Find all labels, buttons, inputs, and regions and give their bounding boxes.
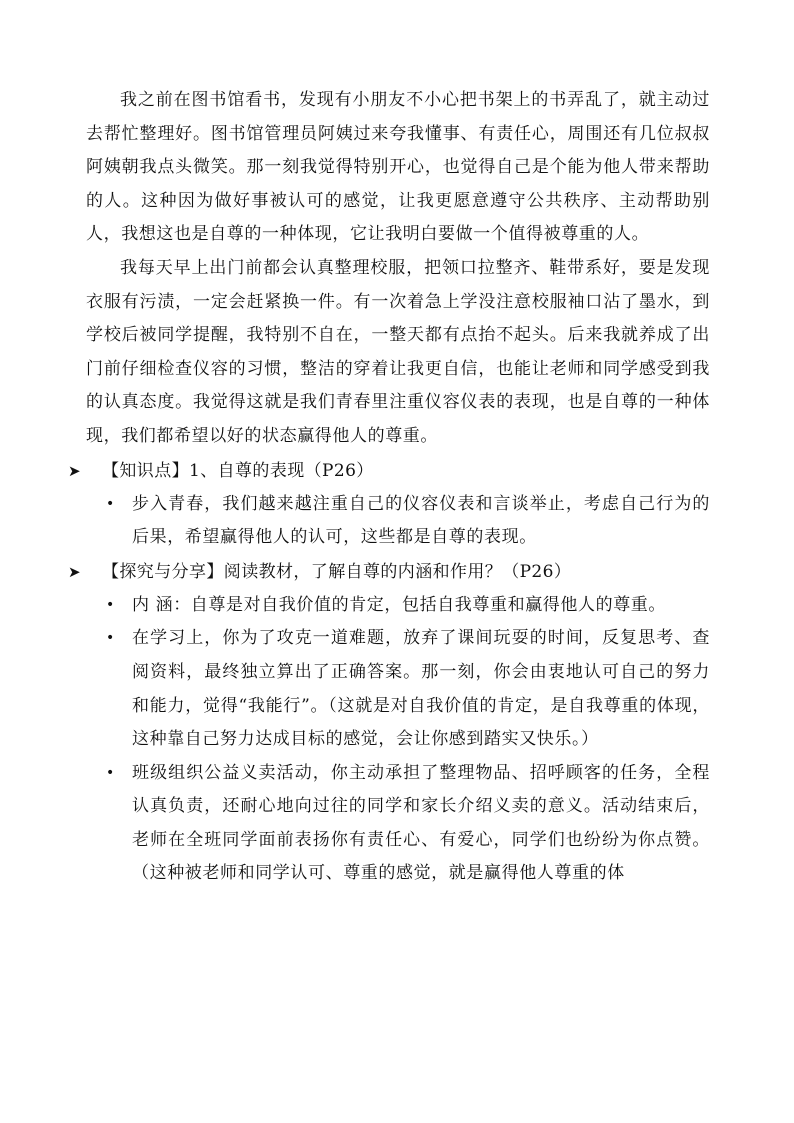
bullet-dot-icon: •: [106, 764, 115, 781]
list-item: [86, 757, 710, 891]
list-item: [86, 589, 710, 623]
list-item: [86, 622, 710, 756]
bullet-dot-icon: •: [106, 596, 115, 613]
document-body: [68, 84, 710, 891]
bullet-text: 步入青春，我们越来越注重自己的仪容仪表和言谈举止，考虑自己行为的后果，希望赢得他人的认可，这些都是自尊的表现。: [132, 493, 710, 548]
arrow-right-icon: ➤: [68, 562, 81, 581]
paragraph-library: 我之前在图书馆看书，发现有小朋友不小心把书架上的书弄乱了，就主动过去帮忙整理好。图书馆管理员阿姨过来夸我懂事、有责任心，周围还有几位叔叔阿姨朝我点头微笑。那一刻我觉得特别开心，也觉得自己是个能为他人带来帮助的人。这种因为做好事被认可的感觉，让我更愿意遵守公共秩序、主动帮助别人，我想这也是自尊的一种体现，它让我明白要做一个值得被尊重的人。: [86, 90, 710, 245]
section-explore-share: [68, 555, 710, 589]
bullet-list-explore: [86, 589, 710, 891]
section-heading: 【知识点】1、自尊的表现（P26）: [102, 460, 374, 481]
list-item: [86, 488, 710, 555]
bullet-text: 内 涵：自尊是对自我价值的肯定，包括自我尊重和赢得他人的尊重。: [132, 594, 667, 615]
bullet-list-knowledge: [86, 488, 710, 555]
bullet-text: 班级组织公益义卖活动，你主动承担了整理物品、招呼顾客的任务，全程认真负责，还耐心地向过往的同学和家长介绍义卖的意义。活动结束后，老师在全班同学面前表扬你有责任心、有爱心，同学们也纷纷为你点赞。（这种被老师和同学认可、尊重的感觉，就是赢得他人尊重的体: [132, 762, 710, 884]
section-heading: 【探究与分享】阅读教材，了解自尊的内涵和作用？（P26）: [102, 561, 572, 582]
paragraph-uniform: 我每天早上出门前都会认真整理校服，把领口拉整齐、鞋带系好，要是发现衣服有污渍，一定会赶紧换一件。有一次着急上学没注意校服袖口沾了墨水，到学校后被同学提醒，我特别不自在，一整天都有点抬不起头。后来我就养成了出门前仔细检查仪容的习惯，整洁的穿着让我更自信，也能让老师和同学感受到我的认真态度。我觉得这就是我们青春里注重仪容仪表的表现，也是自尊的一种体现，我们都希望以好的状态赢得他人的尊重。: [86, 257, 710, 446]
bullet-dot-icon: •: [106, 495, 115, 512]
arrow-right-icon: ➤: [68, 461, 81, 480]
bullet-dot-icon: •: [106, 630, 115, 647]
section-knowledge-point: [68, 454, 710, 488]
bullet-text: 在学习上，你为了攻克一道难题，放弃了课间玩耍的时间，反复思考、查阅资料，最终独立算出了正确答案。那一刻，你会由衷地认可自己的努力和能力，觉得“我能行”。（这就是对自我价值的肯定，是自我尊重的体现，这种靠自己努力达成目标的感觉，会让你感到踏实又快乐。）: [132, 628, 710, 750]
